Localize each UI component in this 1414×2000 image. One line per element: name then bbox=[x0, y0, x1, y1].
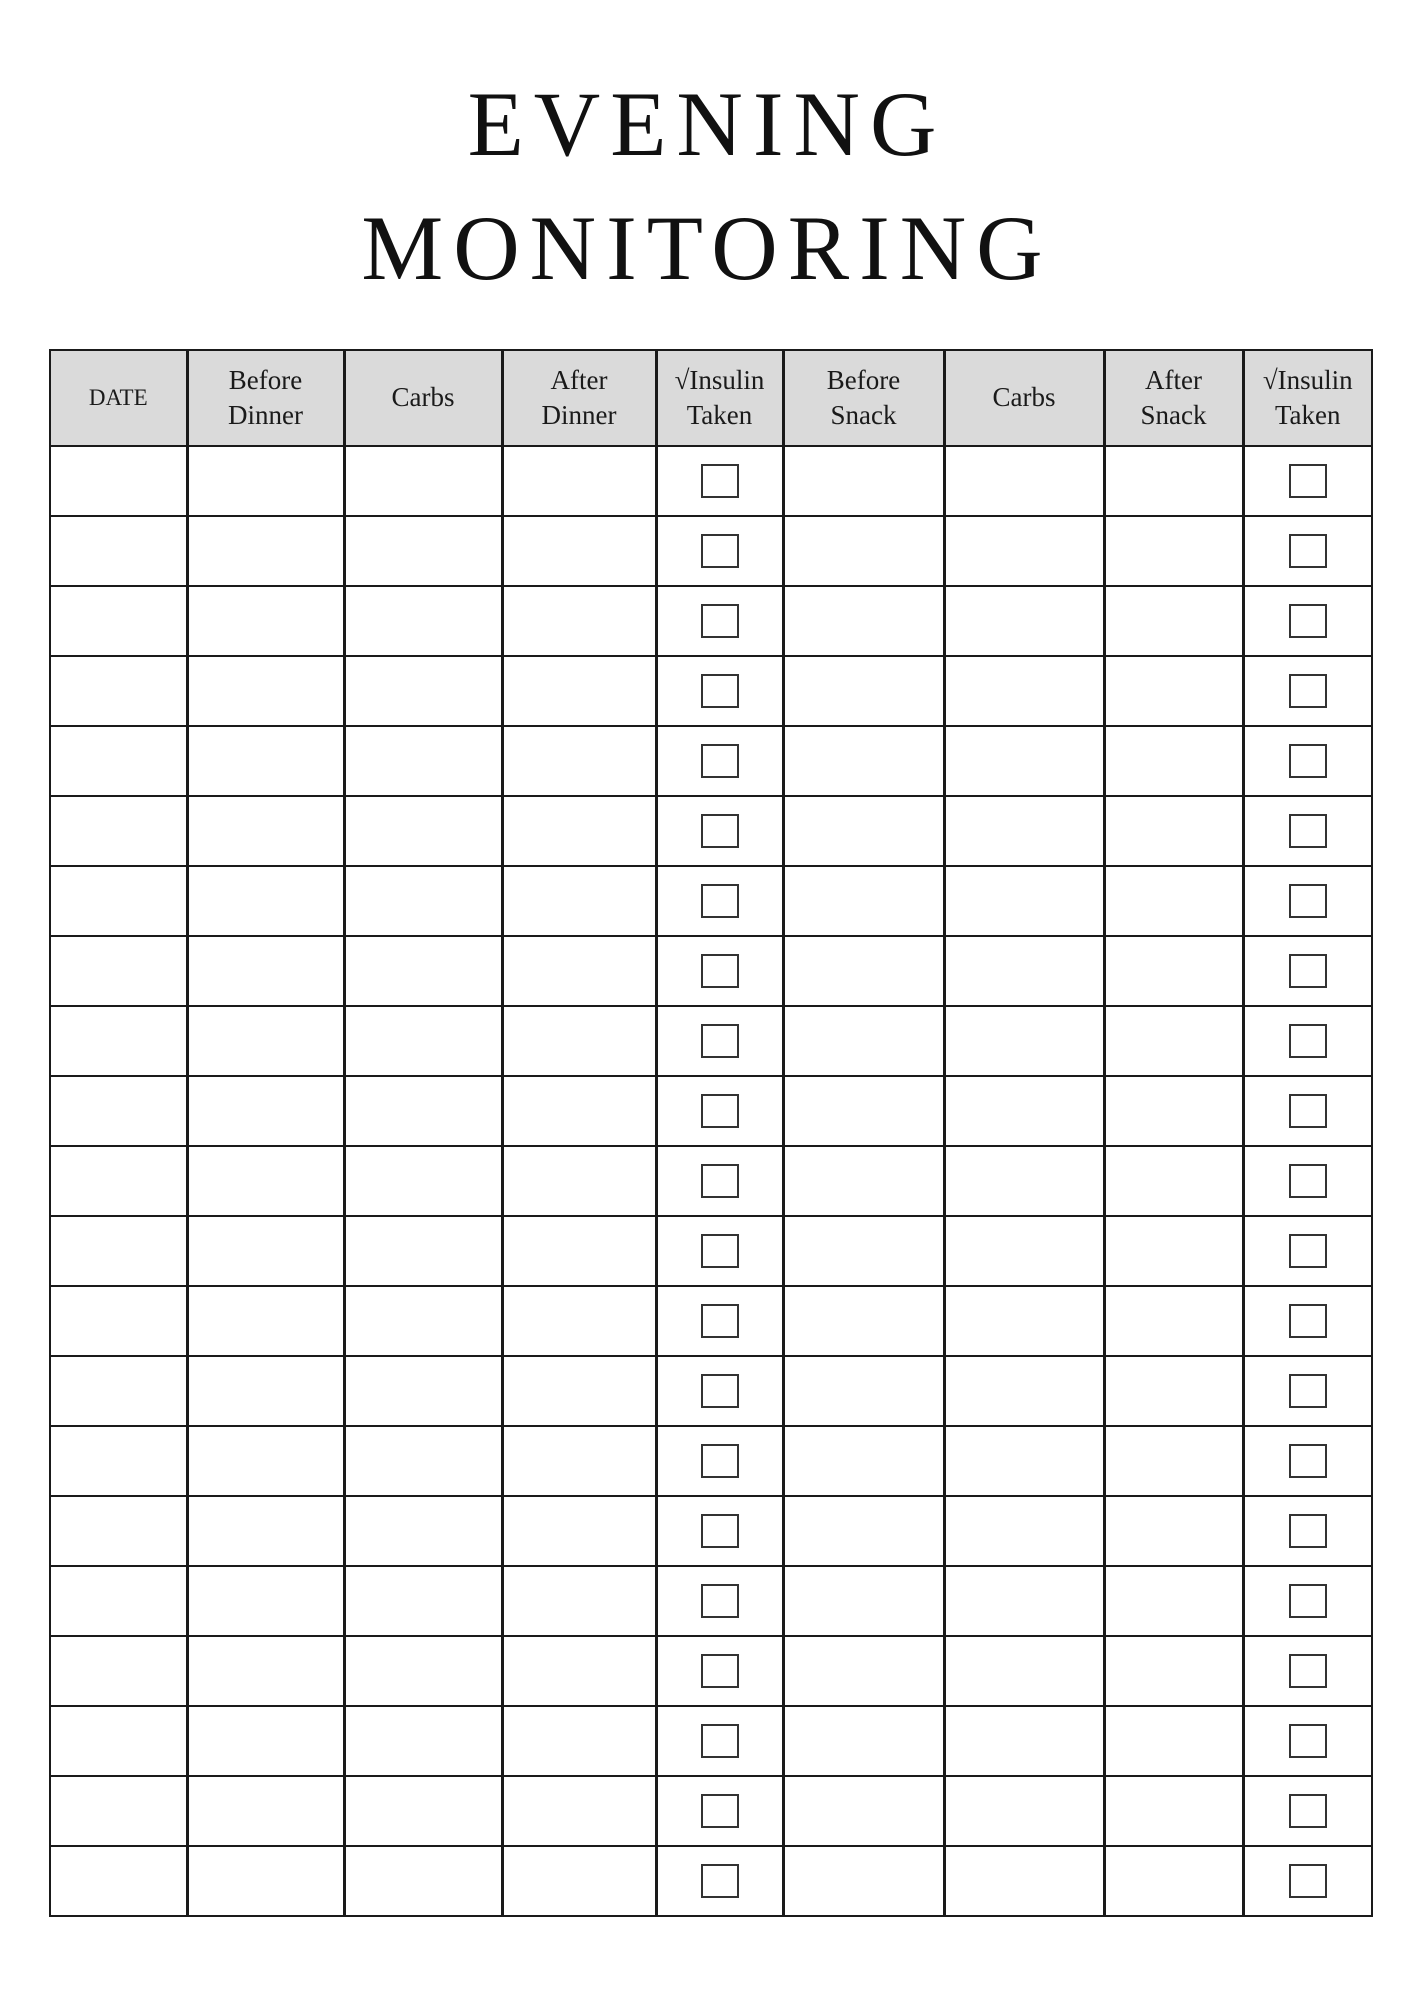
header-label-line-1: √Insulin bbox=[674, 364, 765, 395]
cell-before-dinner-input[interactable] bbox=[187, 1006, 344, 1076]
cell-before-dinner-input[interactable] bbox=[187, 516, 344, 586]
cell-carbs-dinner-input[interactable] bbox=[344, 866, 502, 936]
cell-after-dinner-input[interactable] bbox=[502, 1636, 656, 1706]
cell-after-snack-input[interactable] bbox=[1104, 726, 1243, 796]
cell-after-snack-input[interactable] bbox=[1104, 1706, 1243, 1776]
cell-carbs-dinner-input[interactable] bbox=[344, 1846, 502, 1916]
cell-date-input[interactable] bbox=[50, 656, 187, 726]
table-row bbox=[50, 1146, 1372, 1216]
header-label-line-1: After bbox=[550, 364, 608, 395]
cell-after-snack-input[interactable] bbox=[1104, 1146, 1243, 1216]
insulin-taken-checkbox[interactable] bbox=[1289, 674, 1327, 708]
cell-date-input[interactable] bbox=[50, 866, 187, 936]
cell-carbs-snack-input[interactable] bbox=[944, 1146, 1104, 1216]
insulin-taken-checkbox[interactable] bbox=[701, 1024, 739, 1058]
insulin-taken-checkbox[interactable] bbox=[701, 534, 739, 568]
cell-date-input[interactable] bbox=[50, 1216, 187, 1286]
cell-before-snack-input[interactable] bbox=[783, 1356, 944, 1426]
cell-before-dinner-input[interactable] bbox=[187, 446, 344, 516]
header-before-snack bbox=[783, 350, 944, 446]
cell-before-dinner-input[interactable] bbox=[187, 1076, 344, 1146]
cell-date-input[interactable] bbox=[50, 446, 187, 516]
cell-before-snack-input[interactable] bbox=[783, 1776, 944, 1846]
table-body bbox=[50, 446, 1372, 1916]
cell-after-dinner-input[interactable] bbox=[502, 446, 656, 516]
header-label-line-1: √Insulin bbox=[1262, 364, 1353, 395]
cell-after-snack-input[interactable] bbox=[1104, 1846, 1243, 1916]
header-label-line-2: Taken bbox=[686, 400, 753, 430]
table-row bbox=[50, 1216, 1372, 1286]
table-row bbox=[50, 1496, 1372, 1566]
cell-after-snack-input[interactable] bbox=[1104, 1076, 1243, 1146]
cell-before-snack-input[interactable] bbox=[783, 1566, 944, 1636]
cell-insulin-snack[interactable] bbox=[1243, 726, 1372, 796]
cell-date-input[interactable] bbox=[50, 516, 187, 586]
cell-insulin-dinner[interactable] bbox=[656, 1566, 783, 1636]
cell-after-dinner-input[interactable] bbox=[502, 1286, 656, 1356]
header-after-snack bbox=[1104, 350, 1243, 446]
cell-before-dinner-input[interactable] bbox=[187, 866, 344, 936]
insulin-taken-checkbox[interactable] bbox=[701, 884, 739, 918]
cell-after-snack-input[interactable] bbox=[1104, 1356, 1243, 1426]
table-row bbox=[50, 866, 1372, 936]
insulin-taken-checkbox[interactable] bbox=[1289, 1164, 1327, 1198]
cell-carbs-snack-input[interactable] bbox=[944, 866, 1104, 936]
cell-after-dinner-input[interactable] bbox=[502, 1146, 656, 1216]
cell-before-snack-input[interactable] bbox=[783, 586, 944, 656]
cell-carbs-dinner-input[interactable] bbox=[344, 516, 502, 586]
cell-insulin-dinner[interactable] bbox=[656, 1356, 783, 1426]
insulin-taken-checkbox[interactable] bbox=[701, 1234, 739, 1268]
cell-before-snack-input[interactable] bbox=[783, 1706, 944, 1776]
cell-before-dinner-input[interactable] bbox=[187, 1496, 344, 1566]
cell-after-snack-input[interactable] bbox=[1104, 446, 1243, 516]
insulin-taken-checkbox[interactable] bbox=[701, 1584, 739, 1618]
cell-carbs-snack-input[interactable] bbox=[944, 1216, 1104, 1286]
cell-carbs-dinner-input[interactable] bbox=[344, 1216, 502, 1286]
table-row bbox=[50, 1286, 1372, 1356]
cell-carbs-snack-input[interactable] bbox=[944, 586, 1104, 656]
cell-insulin-dinner[interactable] bbox=[656, 1846, 783, 1916]
insulin-taken-checkbox[interactable] bbox=[1289, 1234, 1327, 1268]
cell-insulin-snack[interactable] bbox=[1243, 1566, 1372, 1636]
cell-insulin-snack[interactable] bbox=[1243, 866, 1372, 936]
insulin-taken-checkbox[interactable] bbox=[701, 954, 739, 988]
cell-before-dinner-input[interactable] bbox=[187, 1776, 344, 1846]
insulin-taken-checkbox[interactable] bbox=[701, 1164, 739, 1198]
cell-insulin-snack[interactable] bbox=[1243, 1496, 1372, 1566]
cell-carbs-dinner-input[interactable] bbox=[344, 796, 502, 866]
cell-date-input[interactable] bbox=[50, 1566, 187, 1636]
header-carbs-dinner bbox=[344, 350, 502, 446]
cell-carbs-dinner-input[interactable] bbox=[344, 1636, 502, 1706]
cell-after-dinner-input[interactable] bbox=[502, 1006, 656, 1076]
cell-date-input[interactable] bbox=[50, 1286, 187, 1356]
cell-carbs-dinner-input[interactable] bbox=[344, 1566, 502, 1636]
cell-date-input[interactable] bbox=[50, 1006, 187, 1076]
insulin-taken-checkbox[interactable] bbox=[1289, 744, 1327, 778]
table-row bbox=[50, 1566, 1372, 1636]
insulin-taken-checkbox[interactable] bbox=[1289, 464, 1327, 498]
cell-date-input[interactable] bbox=[50, 1706, 187, 1776]
cell-carbs-snack-input[interactable] bbox=[944, 796, 1104, 866]
header-label: Carbs bbox=[391, 382, 455, 413]
cell-after-dinner-input[interactable] bbox=[502, 936, 656, 1006]
cell-carbs-snack-input[interactable] bbox=[944, 1566, 1104, 1636]
cell-insulin-dinner[interactable] bbox=[656, 1216, 783, 1286]
cell-carbs-snack-input[interactable] bbox=[944, 726, 1104, 796]
cell-after-dinner-input[interactable] bbox=[502, 1776, 656, 1846]
cell-date-input[interactable] bbox=[50, 1776, 187, 1846]
insulin-taken-checkbox[interactable] bbox=[1289, 604, 1327, 638]
cell-insulin-dinner[interactable] bbox=[656, 1006, 783, 1076]
cell-date-input[interactable] bbox=[50, 1426, 187, 1496]
cell-carbs-snack-input[interactable] bbox=[944, 1286, 1104, 1356]
cell-before-snack-input[interactable] bbox=[783, 1496, 944, 1566]
table-row bbox=[50, 936, 1372, 1006]
insulin-taken-checkbox[interactable] bbox=[701, 1724, 739, 1758]
insulin-taken-checkbox[interactable] bbox=[1289, 814, 1327, 848]
header-label-line-2: Dinner bbox=[541, 400, 617, 430]
header-label-line-2: Snack bbox=[830, 400, 897, 430]
header-date-label: DATE bbox=[88, 385, 148, 411]
cell-carbs-snack-input[interactable] bbox=[944, 1426, 1104, 1496]
cell-after-dinner-input[interactable] bbox=[502, 516, 656, 586]
cell-date-input[interactable] bbox=[50, 1356, 187, 1426]
insulin-taken-checkbox[interactable] bbox=[1289, 884, 1327, 918]
cell-carbs-dinner-input[interactable] bbox=[344, 1496, 502, 1566]
insulin-taken-checkbox[interactable] bbox=[701, 1794, 739, 1828]
cell-insulin-snack[interactable] bbox=[1243, 796, 1372, 866]
cell-before-snack-input[interactable] bbox=[783, 1426, 944, 1496]
insulin-taken-checkbox[interactable] bbox=[1289, 1864, 1327, 1898]
cell-after-dinner-input[interactable] bbox=[502, 1426, 656, 1496]
cell-carbs-snack-input[interactable] bbox=[944, 446, 1104, 516]
page-title-line-2: MONITORING bbox=[361, 197, 1053, 299]
insulin-taken-checkbox[interactable] bbox=[1289, 1374, 1327, 1408]
cell-insulin-dinner[interactable] bbox=[656, 1636, 783, 1706]
cell-before-snack-input[interactable] bbox=[783, 1636, 944, 1706]
insulin-taken-checkbox[interactable] bbox=[701, 1094, 739, 1128]
cell-carbs-snack-input[interactable] bbox=[944, 656, 1104, 726]
cell-insulin-snack[interactable] bbox=[1243, 1846, 1372, 1916]
table-row bbox=[50, 1706, 1372, 1776]
cell-insulin-snack[interactable] bbox=[1243, 1286, 1372, 1356]
cell-insulin-snack[interactable] bbox=[1243, 516, 1372, 586]
cell-date-input[interactable] bbox=[50, 796, 187, 866]
cell-before-snack-input[interactable] bbox=[783, 796, 944, 866]
cell-before-dinner-input[interactable] bbox=[187, 1146, 344, 1216]
cell-before-dinner-input[interactable] bbox=[187, 1216, 344, 1286]
cell-carbs-dinner-input[interactable] bbox=[344, 1076, 502, 1146]
insulin-taken-checkbox[interactable] bbox=[701, 1654, 739, 1688]
cell-after-dinner-input[interactable] bbox=[502, 796, 656, 866]
cell-carbs-dinner-input[interactable] bbox=[344, 1006, 502, 1076]
insulin-taken-checkbox[interactable] bbox=[701, 1864, 739, 1898]
cell-insulin-dinner[interactable] bbox=[656, 1076, 783, 1146]
cell-insulin-snack[interactable] bbox=[1243, 1216, 1372, 1286]
cell-after-snack-input[interactable] bbox=[1104, 796, 1243, 866]
cell-date-input[interactable] bbox=[50, 726, 187, 796]
header-insulin-taken-snack bbox=[1243, 350, 1372, 446]
insulin-taken-checkbox[interactable] bbox=[701, 1514, 739, 1548]
cell-after-snack-input[interactable] bbox=[1104, 1566, 1243, 1636]
cell-before-snack-input[interactable] bbox=[783, 1846, 944, 1916]
page-title-line-1: EVENING bbox=[467, 73, 947, 175]
cell-insulin-snack[interactable] bbox=[1243, 1706, 1372, 1776]
insulin-taken-checkbox[interactable] bbox=[1289, 1444, 1327, 1478]
cell-after-snack-input[interactable] bbox=[1104, 656, 1243, 726]
cell-after-snack-input[interactable] bbox=[1104, 1496, 1243, 1566]
cell-insulin-snack[interactable] bbox=[1243, 586, 1372, 656]
cell-carbs-dinner-input[interactable] bbox=[344, 936, 502, 1006]
cell-insulin-snack[interactable] bbox=[1243, 1146, 1372, 1216]
insulin-taken-checkbox[interactable] bbox=[1289, 534, 1327, 568]
cell-after-dinner-input[interactable] bbox=[502, 1496, 656, 1566]
cell-insulin-dinner[interactable] bbox=[656, 936, 783, 1006]
table-row bbox=[50, 656, 1372, 726]
cell-after-dinner-input[interactable] bbox=[502, 866, 656, 936]
cell-date-input[interactable] bbox=[50, 1636, 187, 1706]
cell-carbs-snack-input[interactable] bbox=[944, 516, 1104, 586]
cell-before-snack-input[interactable] bbox=[783, 936, 944, 1006]
header-insulin-taken-dinner bbox=[656, 350, 783, 446]
cell-before-snack-input[interactable] bbox=[783, 446, 944, 516]
cell-carbs-dinner-input[interactable] bbox=[344, 1426, 502, 1496]
cell-after-dinner-input[interactable] bbox=[502, 1356, 656, 1426]
cell-before-dinner-input[interactable] bbox=[187, 726, 344, 796]
cell-insulin-snack[interactable] bbox=[1243, 1426, 1372, 1496]
header-label: Carbs bbox=[992, 382, 1056, 413]
cell-carbs-dinner-input[interactable] bbox=[344, 1776, 502, 1846]
cell-after-snack-input[interactable] bbox=[1104, 866, 1243, 936]
cell-date-input[interactable] bbox=[50, 936, 187, 1006]
cell-date-input[interactable] bbox=[50, 1076, 187, 1146]
cell-carbs-snack-input[interactable] bbox=[944, 936, 1104, 1006]
table-row bbox=[50, 1356, 1372, 1426]
cell-carbs-snack-input[interactable] bbox=[944, 1706, 1104, 1776]
insulin-taken-checkbox[interactable] bbox=[1289, 1584, 1327, 1618]
cell-insulin-snack[interactable] bbox=[1243, 656, 1372, 726]
cell-insulin-dinner[interactable] bbox=[656, 1776, 783, 1846]
insulin-taken-checkbox[interactable] bbox=[1289, 954, 1327, 988]
cell-insulin-dinner[interactable] bbox=[656, 1426, 783, 1496]
cell-insulin-dinner[interactable] bbox=[656, 796, 783, 866]
cell-insulin-dinner[interactable] bbox=[656, 726, 783, 796]
table-row bbox=[50, 1636, 1372, 1706]
cell-insulin-dinner[interactable] bbox=[656, 446, 783, 516]
cell-before-dinner-input[interactable] bbox=[187, 1566, 344, 1636]
header-label-line-2: Snack bbox=[1140, 400, 1207, 430]
insulin-taken-checkbox[interactable] bbox=[1289, 1724, 1327, 1758]
cell-insulin-snack[interactable] bbox=[1243, 446, 1372, 516]
table-row bbox=[50, 796, 1372, 866]
insulin-taken-checkbox[interactable] bbox=[701, 674, 739, 708]
header-carbs-snack bbox=[944, 350, 1104, 446]
cell-insulin-dinner[interactable] bbox=[656, 516, 783, 586]
cell-before-dinner-input[interactable] bbox=[187, 1846, 344, 1916]
cell-carbs-snack-input[interactable] bbox=[944, 1776, 1104, 1846]
insulin-taken-checkbox[interactable] bbox=[701, 1304, 739, 1338]
cell-carbs-snack-input[interactable] bbox=[944, 1076, 1104, 1146]
cell-after-snack-input[interactable] bbox=[1104, 1426, 1243, 1496]
cell-date-input[interactable] bbox=[50, 586, 187, 656]
cell-insulin-dinner[interactable] bbox=[656, 1146, 783, 1216]
cell-before-dinner-input[interactable] bbox=[187, 656, 344, 726]
cell-after-dinner-input[interactable] bbox=[502, 586, 656, 656]
cell-before-snack-input[interactable] bbox=[783, 726, 944, 796]
cell-carbs-dinner-input[interactable] bbox=[344, 1356, 502, 1426]
cell-carbs-dinner-input[interactable] bbox=[344, 656, 502, 726]
header-label-line-1: After bbox=[1145, 364, 1202, 395]
cell-carbs-snack-input[interactable] bbox=[944, 1356, 1104, 1426]
header-label-line-1: Before bbox=[228, 364, 303, 395]
insulin-taken-checkbox[interactable] bbox=[701, 814, 739, 848]
cell-carbs-snack-input[interactable] bbox=[944, 1006, 1104, 1076]
evening-monitoring-table bbox=[49, 349, 1373, 1917]
cell-before-dinner-input[interactable] bbox=[187, 1706, 344, 1776]
header-row bbox=[50, 350, 1372, 446]
insulin-taken-checkbox[interactable] bbox=[1289, 1304, 1327, 1338]
cell-before-snack-input[interactable] bbox=[783, 1146, 944, 1216]
cell-insulin-snack[interactable] bbox=[1243, 1776, 1372, 1846]
table-row bbox=[50, 446, 1372, 516]
cell-after-snack-input[interactable] bbox=[1104, 936, 1243, 1006]
table-row bbox=[50, 1076, 1372, 1146]
cell-before-dinner-input[interactable] bbox=[187, 1426, 344, 1496]
cell-before-dinner-input[interactable] bbox=[187, 586, 344, 656]
header-date bbox=[50, 350, 187, 446]
cell-before-snack-input[interactable] bbox=[783, 1286, 944, 1356]
table-row bbox=[50, 516, 1372, 586]
table-row bbox=[50, 1846, 1372, 1916]
table-row bbox=[50, 726, 1372, 796]
cell-before-snack-input[interactable] bbox=[783, 656, 944, 726]
cell-insulin-snack[interactable] bbox=[1243, 1006, 1372, 1076]
header-label-line-2: Dinner bbox=[228, 400, 303, 430]
cell-before-dinner-input[interactable] bbox=[187, 796, 344, 866]
insulin-taken-checkbox[interactable] bbox=[701, 1444, 739, 1478]
cell-after-snack-input[interactable] bbox=[1104, 1286, 1243, 1356]
insulin-taken-checkbox[interactable] bbox=[701, 1374, 739, 1408]
cell-insulin-snack[interactable] bbox=[1243, 1636, 1372, 1706]
header-before-dinner bbox=[187, 350, 344, 446]
cell-carbs-dinner-input[interactable] bbox=[344, 586, 502, 656]
cell-before-snack-input[interactable] bbox=[783, 1076, 944, 1146]
cell-before-dinner-input[interactable] bbox=[187, 1286, 344, 1356]
table-row bbox=[50, 586, 1372, 656]
header-label-line-1: Before bbox=[826, 364, 901, 395]
cell-after-snack-input[interactable] bbox=[1104, 1006, 1243, 1076]
cell-carbs-dinner-input[interactable] bbox=[344, 1706, 502, 1776]
cell-insulin-dinner[interactable] bbox=[656, 586, 783, 656]
cell-before-snack-input[interactable] bbox=[783, 516, 944, 586]
cell-after-dinner-input[interactable] bbox=[502, 656, 656, 726]
cell-before-snack-input[interactable] bbox=[783, 866, 944, 936]
cell-insulin-dinner[interactable] bbox=[656, 1706, 783, 1776]
cell-after-dinner-input[interactable] bbox=[502, 726, 656, 796]
cell-insulin-dinner[interactable] bbox=[656, 866, 783, 936]
header-label-line-2: Taken bbox=[1274, 400, 1341, 430]
cell-after-snack-input[interactable] bbox=[1104, 516, 1243, 586]
cell-after-snack-input[interactable] bbox=[1104, 586, 1243, 656]
insulin-taken-checkbox[interactable] bbox=[1289, 1654, 1327, 1688]
cell-before-snack-input[interactable] bbox=[783, 1216, 944, 1286]
cell-date-input[interactable] bbox=[50, 1496, 187, 1566]
cell-after-dinner-input[interactable] bbox=[502, 1566, 656, 1636]
cell-carbs-snack-input[interactable] bbox=[944, 1496, 1104, 1566]
cell-before-dinner-input[interactable] bbox=[187, 1356, 344, 1426]
header-after-dinner bbox=[502, 350, 656, 446]
cell-date-input[interactable] bbox=[50, 1146, 187, 1216]
cell-after-snack-input[interactable] bbox=[1104, 1776, 1243, 1846]
insulin-taken-checkbox[interactable] bbox=[1289, 1514, 1327, 1548]
insulin-taken-checkbox[interactable] bbox=[701, 744, 739, 778]
cell-insulin-snack[interactable] bbox=[1243, 1356, 1372, 1426]
cell-after-dinner-input[interactable] bbox=[502, 1846, 656, 1916]
cell-insulin-snack[interactable] bbox=[1243, 1076, 1372, 1146]
cell-insulin-dinner[interactable] bbox=[656, 1496, 783, 1566]
cell-date-input[interactable] bbox=[50, 1846, 187, 1916]
cell-insulin-snack[interactable] bbox=[1243, 936, 1372, 1006]
insulin-taken-checkbox[interactable] bbox=[1289, 1094, 1327, 1128]
cell-carbs-snack-input[interactable] bbox=[944, 1846, 1104, 1916]
cell-after-dinner-input[interactable] bbox=[502, 1216, 656, 1286]
cell-after-dinner-input[interactable] bbox=[502, 1706, 656, 1776]
cell-insulin-dinner[interactable] bbox=[656, 1286, 783, 1356]
cell-after-dinner-input[interactable] bbox=[502, 1076, 656, 1146]
insulin-taken-checkbox[interactable] bbox=[1289, 1024, 1327, 1058]
cell-carbs-snack-input[interactable] bbox=[944, 1636, 1104, 1706]
insulin-taken-checkbox[interactable] bbox=[701, 464, 739, 498]
cell-insulin-dinner[interactable] bbox=[656, 656, 783, 726]
insulin-taken-checkbox[interactable] bbox=[1289, 1794, 1327, 1828]
cell-carbs-dinner-input[interactable] bbox=[344, 446, 502, 516]
table-row bbox=[50, 1426, 1372, 1496]
table-row bbox=[50, 1006, 1372, 1076]
cell-carbs-dinner-input[interactable] bbox=[344, 726, 502, 796]
cell-before-dinner-input[interactable] bbox=[187, 936, 344, 1006]
cell-after-snack-input[interactable] bbox=[1104, 1636, 1243, 1706]
cell-after-snack-input[interactable] bbox=[1104, 1216, 1243, 1286]
table-row bbox=[50, 1776, 1372, 1846]
cell-carbs-dinner-input[interactable] bbox=[344, 1146, 502, 1216]
cell-carbs-dinner-input[interactable] bbox=[344, 1286, 502, 1356]
insulin-taken-checkbox[interactable] bbox=[701, 604, 739, 638]
cell-before-dinner-input[interactable] bbox=[187, 1636, 344, 1706]
cell-before-snack-input[interactable] bbox=[783, 1006, 944, 1076]
